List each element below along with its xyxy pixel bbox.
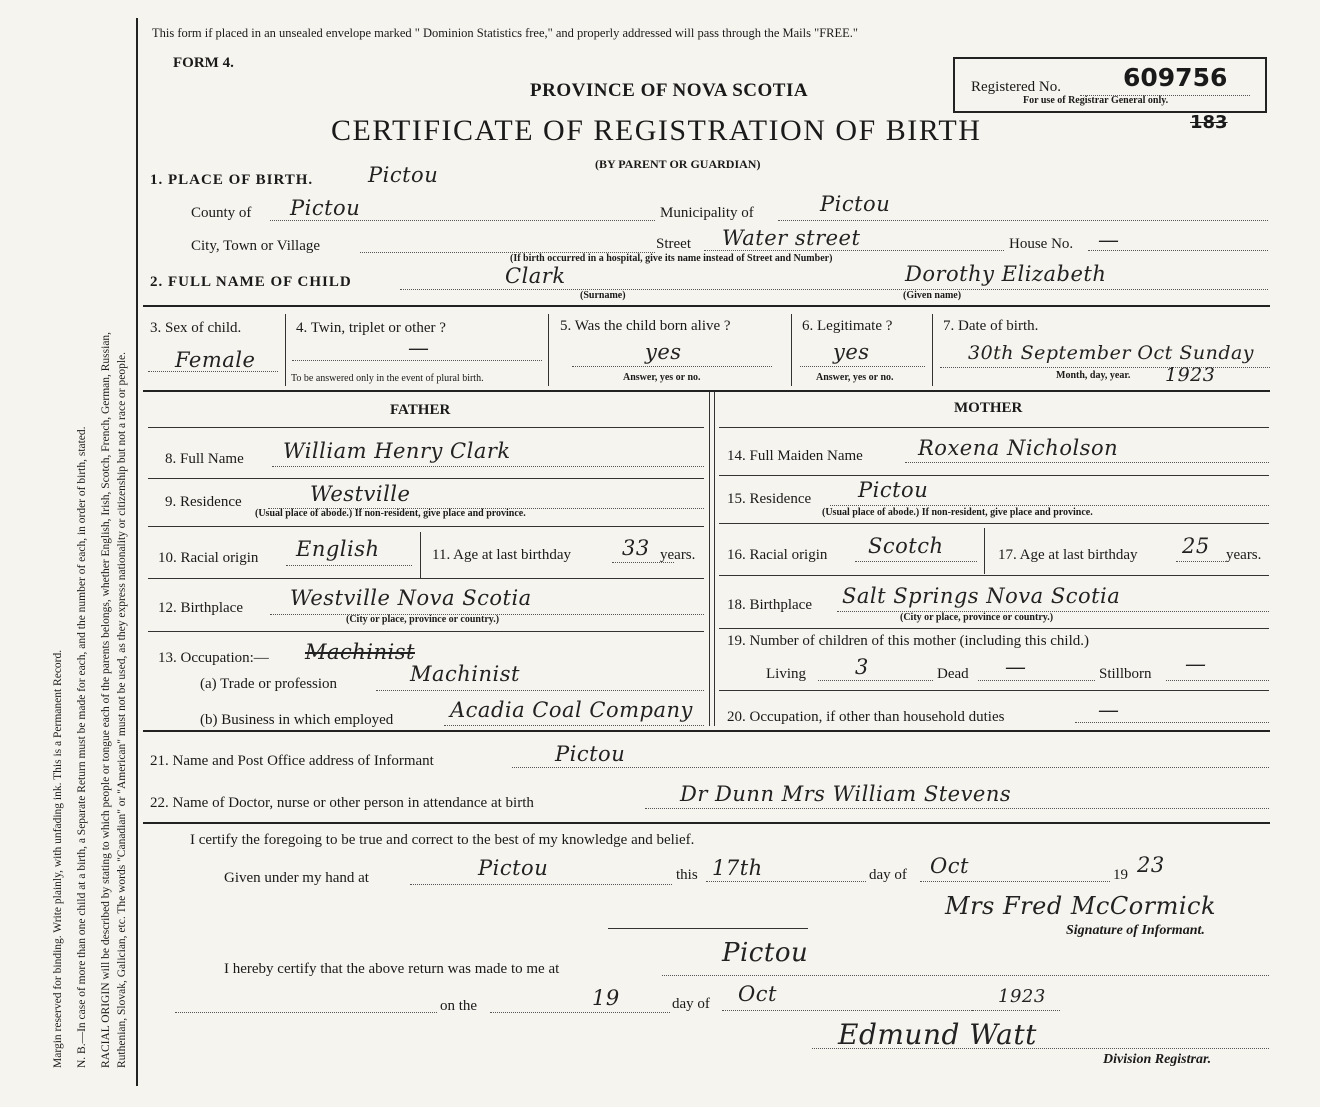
month-value: Oct bbox=[930, 854, 969, 878]
given-place-value: Pictou bbox=[478, 856, 549, 880]
county-label: County of bbox=[191, 205, 252, 221]
mother-racial-label: 16. Racial origin bbox=[727, 547, 828, 563]
child-given-name: Dorothy Elizabeth bbox=[905, 262, 1107, 286]
given-name-caption: (Given name) bbox=[903, 290, 962, 301]
registrar-day-value: 19 bbox=[592, 986, 620, 1010]
stillborn-label: Stillborn bbox=[1099, 666, 1152, 682]
twin-label: 4. Twin, triplet or other ? bbox=[296, 320, 446, 336]
doctor-value: Dr Dunn Mrs William Stevens bbox=[680, 782, 1012, 806]
father-residence-label: 9. Residence bbox=[165, 494, 242, 510]
born-alive-value: yes bbox=[645, 340, 682, 364]
form-number: FORM 4. bbox=[173, 55, 234, 71]
day-of-label: day of bbox=[869, 867, 907, 883]
given-under-label: Given under my hand at bbox=[224, 870, 369, 886]
dob-note: Month, day, year. bbox=[1056, 370, 1131, 381]
mother-residence-value: Pictou bbox=[858, 478, 929, 502]
stillborn-value: — bbox=[1185, 652, 1207, 676]
child-surname: Clark bbox=[505, 264, 566, 288]
binding-margin-rule bbox=[136, 18, 138, 1086]
mother-birthplace-value: Salt Springs Nova Scotia bbox=[842, 584, 1121, 608]
living-label: Living bbox=[766, 666, 806, 682]
father-name-value: William Henry Clark bbox=[283, 439, 511, 463]
informant-label: 21. Name and Post Office address of Informant bbox=[150, 753, 434, 769]
father-birthplace-note: (City or place, province or country.) bbox=[346, 614, 500, 625]
place-of-birth-value: Pictou bbox=[368, 163, 439, 187]
father-residence-note: (Usual place of abode.) If non-resident, give place and province. bbox=[255, 508, 526, 519]
mother-occupation-label: 20. Occupation, if other than household duties bbox=[727, 709, 1005, 725]
sex-label: 3. Sex of child. bbox=[150, 320, 242, 336]
trade-label: (a) Trade or profession bbox=[200, 676, 338, 692]
father-age-label: 11. Age at last birthday bbox=[432, 547, 571, 563]
dob-label: 7. Date of birth. bbox=[943, 318, 1039, 334]
mother-residence-label: 15. Residence bbox=[727, 491, 812, 507]
father-name-label: 8. Full Name bbox=[165, 451, 244, 467]
street-value: Water street bbox=[722, 226, 861, 250]
this-label: this bbox=[676, 867, 698, 883]
father-racial-value: English bbox=[296, 537, 380, 561]
certificate-subtitle: (BY PARENT OR GUARDIAN) bbox=[595, 157, 761, 171]
margin-note-3: RACIAL ORIGIN will be described by stating to which people or tongue each of the parents belongs, whether English, Irish, Scotch, French, German, Russian, bbox=[100, 331, 112, 1068]
registered-number-box bbox=[953, 57, 1267, 113]
dob-year: 1923 bbox=[1165, 364, 1216, 386]
county-value: Pictou bbox=[290, 196, 361, 220]
born-alive-note: Answer, yes or no. bbox=[623, 372, 701, 383]
registrar-signature: Edmund Watt bbox=[838, 1018, 1037, 1051]
dead-label: Dead bbox=[937, 666, 969, 682]
province-heading: PROVINCE OF NOVA SCOTIA bbox=[530, 80, 809, 101]
legitimate-label: 6. Legitimate ? bbox=[802, 318, 893, 334]
father-birthplace-label: 12. Birthplace bbox=[158, 600, 243, 616]
mother-name-value: Roxena Nicholson bbox=[918, 436, 1119, 460]
informant-signature-caption: Signature of Informant. bbox=[1066, 923, 1205, 938]
sex-value: Female bbox=[175, 348, 256, 372]
mother-birthplace-note: (City or place, province or country.) bbox=[900, 612, 1054, 623]
house-label: House No. bbox=[1009, 236, 1074, 252]
mother-racial-value: Scotch bbox=[868, 534, 944, 558]
father-racial-label: 10. Racial origin bbox=[158, 550, 259, 566]
registered-label: Registered No. bbox=[971, 79, 1061, 95]
business-value: Acadia Coal Company bbox=[450, 698, 693, 722]
registrar-note: For use of Registrar General only. bbox=[1023, 95, 1169, 106]
twin-value: — bbox=[408, 336, 430, 360]
registered-number: 609756 bbox=[1123, 63, 1228, 92]
mother-heading: MOTHER bbox=[954, 400, 1023, 416]
registrar-statement: I hereby certify that the above return was made to me at bbox=[224, 961, 560, 977]
business-label: (b) Business in which employed bbox=[200, 712, 394, 728]
registrar-year-value: 1923 bbox=[998, 986, 1046, 1007]
father-birthplace-value: Westville Nova Scotia bbox=[290, 586, 532, 610]
father-occupation-label: 13. Occupation:— bbox=[158, 650, 269, 666]
living-value: 3 bbox=[855, 655, 869, 679]
mother-age-unit: years. bbox=[1226, 547, 1262, 563]
registrar-caption: Division Registrar. bbox=[1103, 1052, 1212, 1067]
child-name-label: 2. FULL NAME OF CHILD bbox=[150, 274, 352, 290]
mother-name-label: 14. Full Maiden Name bbox=[727, 448, 863, 464]
legitimate-value: yes bbox=[833, 340, 870, 364]
registrar-day-of-label: day of bbox=[672, 996, 710, 1012]
children-count-label: 19. Number of children of this mother (including this child.) bbox=[727, 633, 1090, 649]
certification-statement: I certify the foregoing to be true and correct to the best of my knowledge and belief. bbox=[190, 832, 695, 848]
mother-occupation-value: — bbox=[1098, 698, 1120, 722]
crossed-number: 183 bbox=[1190, 112, 1228, 133]
year-prefix: 19 bbox=[1113, 867, 1128, 883]
year-value: 23 bbox=[1137, 853, 1165, 877]
father-age-value: 33 bbox=[622, 536, 650, 560]
father-heading: FATHER bbox=[390, 402, 451, 418]
dob-value: 30th September Oct Sunday bbox=[968, 342, 1255, 364]
municipality-label: Municipality of bbox=[660, 205, 754, 221]
hospital-note: (If birth occurred in a hospital, give its name instead of Street and Number) bbox=[510, 253, 833, 264]
doctor-label: 22. Name of Doctor, nurse or other person in attendance at birth bbox=[150, 795, 534, 811]
margin-note-1: Margin reserved for binding. Write plainly, with unfading ink. This is a Permanent Record. bbox=[52, 649, 64, 1068]
margin-note-4: Ruthenian, Slovak, Galician, etc. The words "Canadian" or "American" must not be used, as they express nationality or citizenship but not a race or people. bbox=[116, 351, 128, 1068]
trade-value: Machinist bbox=[410, 662, 520, 686]
place-of-birth-label: 1. PLACE OF BIRTH. bbox=[150, 172, 314, 188]
registrar-month-value: Oct bbox=[738, 982, 777, 1006]
father-age-unit: years. bbox=[660, 547, 696, 563]
born-alive-label: 5. Was the child born alive ? bbox=[560, 318, 731, 334]
house-value: — bbox=[1098, 228, 1120, 252]
father-occupation-value: Machinist bbox=[305, 640, 415, 664]
municipality-value: Pictou bbox=[820, 192, 891, 216]
city-label: City, Town or Village bbox=[191, 238, 321, 254]
mother-birthplace-label: 18. Birthplace bbox=[727, 597, 812, 613]
postal-notice: This form if placed in an unsealed envelope marked " Dominion Statistics free," and properly addressed will pass through the Mails "FREE." bbox=[152, 26, 859, 40]
father-residence-value: Westville bbox=[310, 482, 411, 506]
informant-signature: Mrs Fred McCormick bbox=[945, 892, 1217, 920]
certificate-title: CERTIFICATE OF REGISTRATION OF BIRTH bbox=[331, 114, 982, 147]
registrar-place-value: Pictou bbox=[722, 938, 809, 968]
legitimate-note: Answer, yes or no. bbox=[816, 372, 894, 383]
mother-residence-note: (Usual place of abode.) If non-resident, give place and province. bbox=[822, 507, 1093, 518]
day-value: 17th bbox=[712, 856, 763, 880]
twin-note: To be answered only in the event of plural birth. bbox=[291, 373, 484, 384]
mother-age-value: 25 bbox=[1182, 534, 1210, 558]
margin-note-2: N. B.—In case of more than one child at a birth, a Separate Return must be made for each, and the number of each, in order of birth, stated. bbox=[76, 426, 88, 1068]
dead-value: — bbox=[1005, 655, 1027, 679]
on-the-label: on the bbox=[440, 998, 478, 1014]
street-label: Street bbox=[656, 236, 691, 252]
mother-age-label: 17. Age at last birthday bbox=[998, 547, 1138, 563]
informant-value: Pictou bbox=[555, 742, 626, 766]
surname-caption: (Surname) bbox=[580, 290, 626, 301]
